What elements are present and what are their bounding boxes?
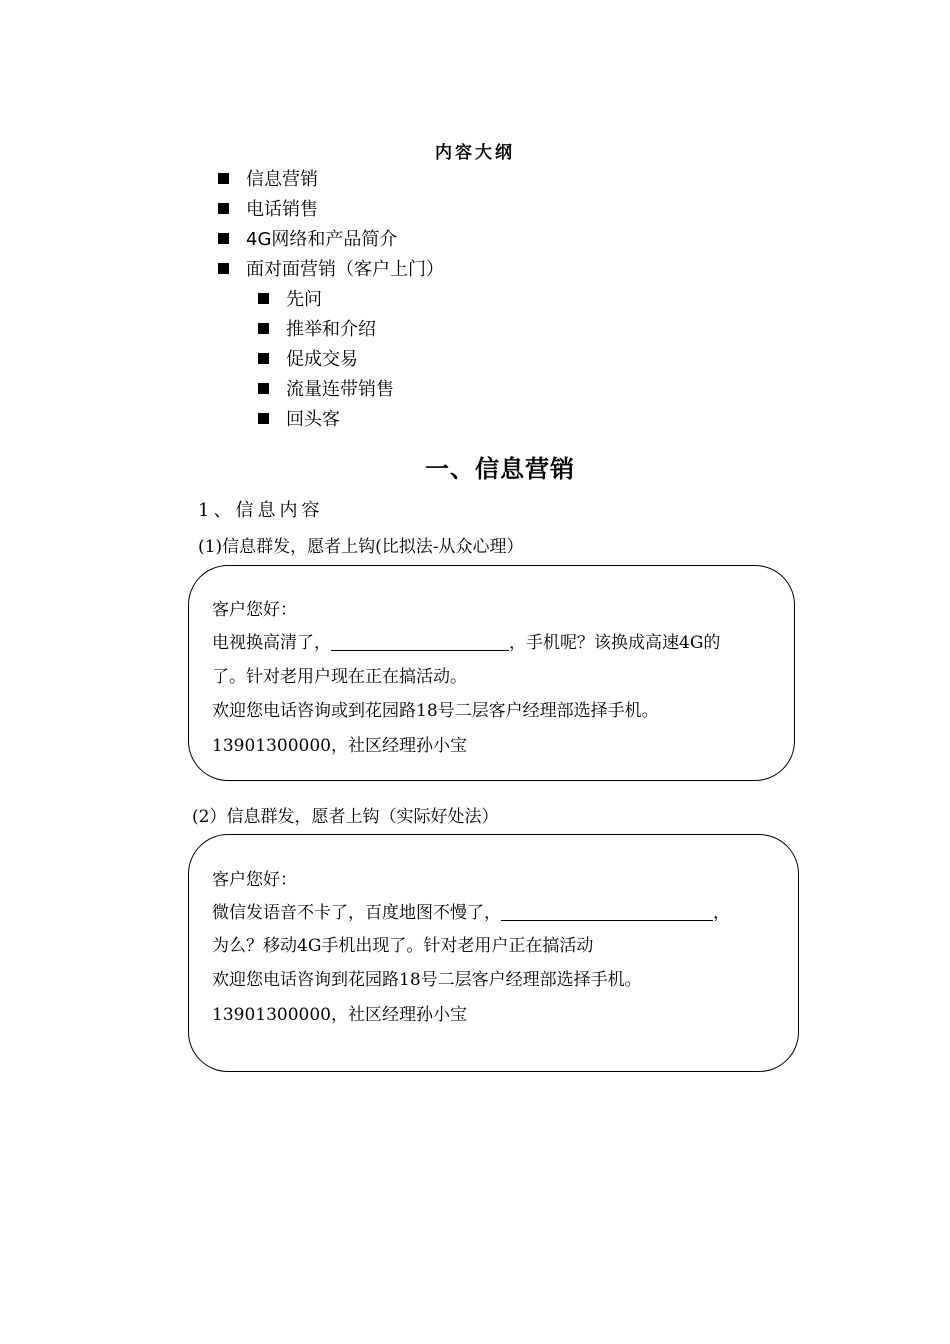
message-greeting: 客户您好： [212,600,297,620]
message-caption: (1)信息群发，愿者上钩(比拟法-从众心理） [198,537,524,557]
message-line: 欢迎您电话咨询到花园路18号二层客户经理部选择手机。 [212,970,642,990]
fill-in-blank [501,903,713,921]
sub-list-item [258,319,376,341]
square-bullet-icon [258,293,269,304]
message-text: 微信发语音不卡了，百度地图不慢了， [212,903,501,923]
list-item [218,199,318,221]
sub-list-item [258,379,394,401]
list-item-label: 4G网络和产品简介 [246,229,398,250]
message-text: ，手机呢？该换成高速4G的 [509,633,721,653]
list-item-label: 信息营销 [246,169,318,190]
sub-list-item [258,349,358,371]
message-line [212,898,730,923]
square-bullet-icon [258,353,269,364]
square-bullet-icon [218,263,229,274]
square-bullet-icon [258,383,269,394]
square-bullet-icon [218,233,229,244]
square-bullet-icon [258,413,269,424]
list-item-label: 推举和介绍 [286,319,376,340]
square-bullet-icon [218,203,229,214]
list-item-label: 促成交易 [286,349,358,370]
list-item-label: 电话销售 [246,199,318,220]
list-item-label: 回头客 [286,409,340,430]
list-item-label: 先问 [286,289,322,310]
list-item [218,229,397,251]
fill-in-blank [331,633,509,651]
message-line [212,628,720,653]
list-item [218,259,444,281]
message-text: ， [713,903,730,923]
outline-title: 内容大纲 [435,143,515,163]
message-line: 了。针对老用户现在正在搞活动。 [212,667,467,687]
message-signature: 13901300000，社区经理孙小宝 [212,1005,467,1025]
message-signature: 13901300000，社区经理孙小宝 [212,736,467,756]
sub-list-item [258,289,322,311]
section-title: 一、信息营销 [425,455,575,483]
message-line: 为么？移动4G手机出现了。针对老用户正在搞活动 [212,936,594,956]
list-item [218,169,318,191]
subsection-title: 1、信息内容 [198,500,324,521]
message-caption: (2）信息群发，愿者上钩（实际好处法） [192,807,499,827]
list-item-label: 流量连带销售 [286,379,394,400]
square-bullet-icon [218,173,229,184]
message-line: 欢迎您电话咨询或到花园路18号二层客户经理部选择手机。 [212,701,659,721]
square-bullet-icon [258,323,269,334]
message-text: 电视换高清了， [212,633,331,653]
list-item-label: 面对面营销（客户上门） [246,259,444,280]
message-greeting: 客户您好： [212,870,297,890]
sub-list-item [258,409,340,431]
